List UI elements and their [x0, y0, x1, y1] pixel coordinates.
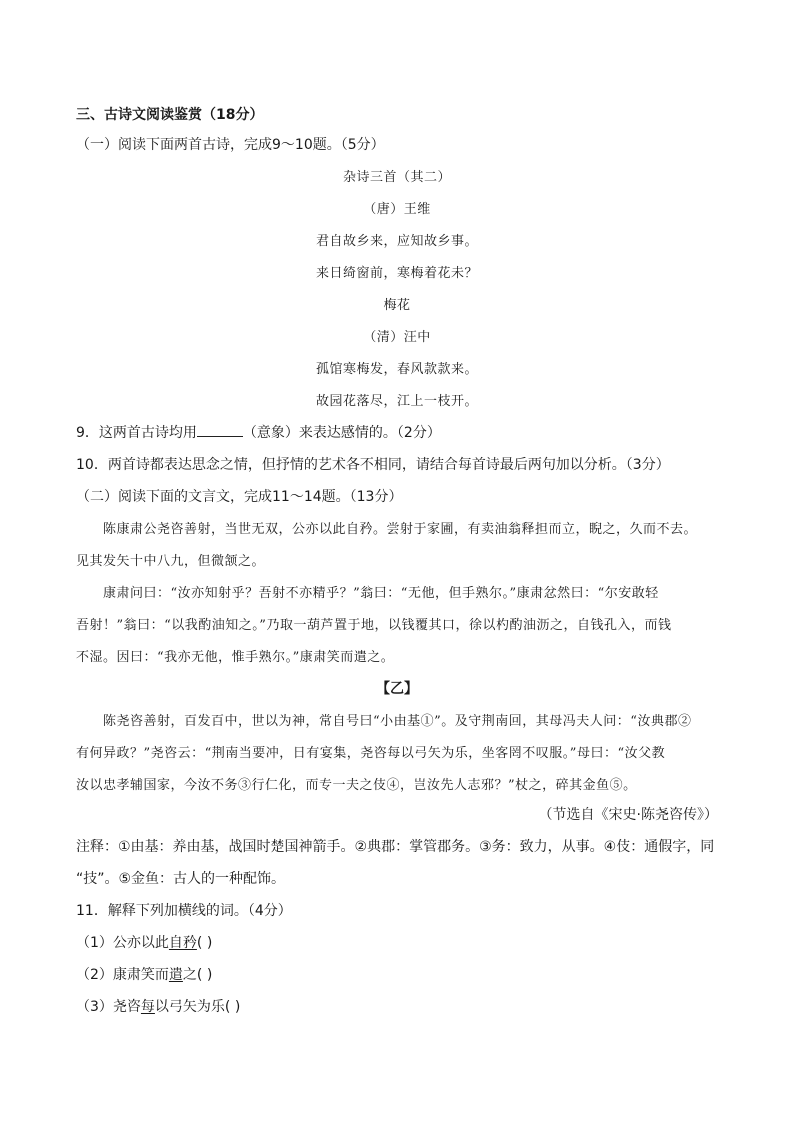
passage-a-line: 陈康肃公尧咨善射，当世无双，公亦以此自矜。尝射于家圃，有卖油翁释担而立，睨之，久而不去。	[103, 522, 698, 537]
poem1-author: （唐）王维	[363, 202, 431, 217]
item-prefix: （1）公亦以此	[76, 935, 169, 951]
poem1-title: 杂诗三首（其二）	[342, 170, 451, 185]
passage-a-line: 见其发矢十中八九，但微颔之。	[76, 554, 266, 569]
poem2-title: 梅花	[383, 298, 411, 313]
underlined-word: 遣	[168, 967, 183, 983]
passage-a-line: 康肃问曰：“汝亦知射乎？吾射不亦精乎？”翁曰：“无他，但手熟尔。”康肃忿然曰：“尔安敢轻	[103, 586, 659, 601]
question-11-item[interactable]	[76, 964, 212, 984]
part2-instruction: （二）阅读下面的文言文，完成11～14题。（13分）	[76, 489, 403, 505]
poem1-line: 君自故乡来，应知故乡事。	[315, 234, 478, 249]
passage-a-line: 吾射！”翁曰：“以我酌油知之。”乃取一葫芦置于地，以钱覆其口，徐以杓酌油沥之，自钱孔入，而钱	[76, 618, 672, 633]
item-prefix: （3）尧咨	[76, 999, 141, 1015]
q9-text-before: 9．这两首古诗均用	[76, 425, 197, 441]
passage-b-line: 有何异政？”尧咨云：“荆南当要冲，日有宴集，尧咨每以弓矢为乐，坐客罔不叹服。”母曰：“汝父教	[76, 746, 666, 761]
poem2-line: 孤馆寒梅发，春风款款来。	[315, 362, 478, 377]
underlined-word: 每	[140, 999, 155, 1015]
q9-text-after: （意象）来表达感情的。（2分）	[242, 425, 441, 441]
poem2-author: （清）汪中	[363, 330, 431, 345]
answer-blank[interactable]: 之( )	[182, 967, 213, 983]
question-11-item[interactable]	[76, 932, 212, 952]
section-title: 三、古诗文阅读鉴赏（18分）	[76, 107, 264, 123]
passage-b-line: 汝以忠孝辅国家，今汝不务③行仁化，而专一夫之伎④，岂汝先人志邪？”杖之，碎其金鱼⑤。	[76, 778, 637, 793]
part1-instruction: （一）阅读下面两首古诗，完成9～10题。（5分）	[76, 137, 385, 153]
notes-line: 注释：①由基：养由基，战国时楚国神箭手。②典郡：掌管郡务。③务：致力，从事。④伎：通假字，同	[76, 839, 715, 855]
question-10: 10．两首诗都表达思念之情，但抒情的艺术各不相同，请结合每首诗最后两句加以分析。（3分）	[76, 457, 670, 473]
passage-source: （节选自《宋史·陈尧咨传》）	[538, 807, 718, 823]
question-11-item[interactable]	[76, 996, 240, 1016]
passage-a-line: 不湿。因曰：“我亦无他，惟手熟尔。”康肃笑而遣之。	[76, 650, 395, 665]
poem1-line: 来日绮窗前，寒梅着花未？	[315, 266, 478, 281]
item-prefix: （2）康肃笑而	[76, 967, 169, 983]
notes-line: “技”。⑤金鱼：古人的一种配饰。	[76, 871, 286, 887]
passage-b-label: 【乙】	[376, 681, 418, 697]
poem2-line: 故园花落尽，江上一枝开。	[315, 394, 478, 409]
passage-b-line: 陈尧咨善射，百发百中，世以为神，常自号曰“小由基①”。及守荆南回，其母冯夫人问：“汝典郡②	[103, 714, 692, 729]
answer-blank[interactable]: 以弓矢为乐( )	[154, 999, 241, 1015]
underlined-word: 自矜	[168, 935, 197, 951]
question-9	[76, 422, 441, 442]
answer-blank[interactable]: ( )	[196, 935, 213, 951]
question-11-stem: 11．解释下列加横线的词。（4分）	[76, 903, 292, 919]
q9-answer-blank[interactable]	[197, 424, 243, 437]
